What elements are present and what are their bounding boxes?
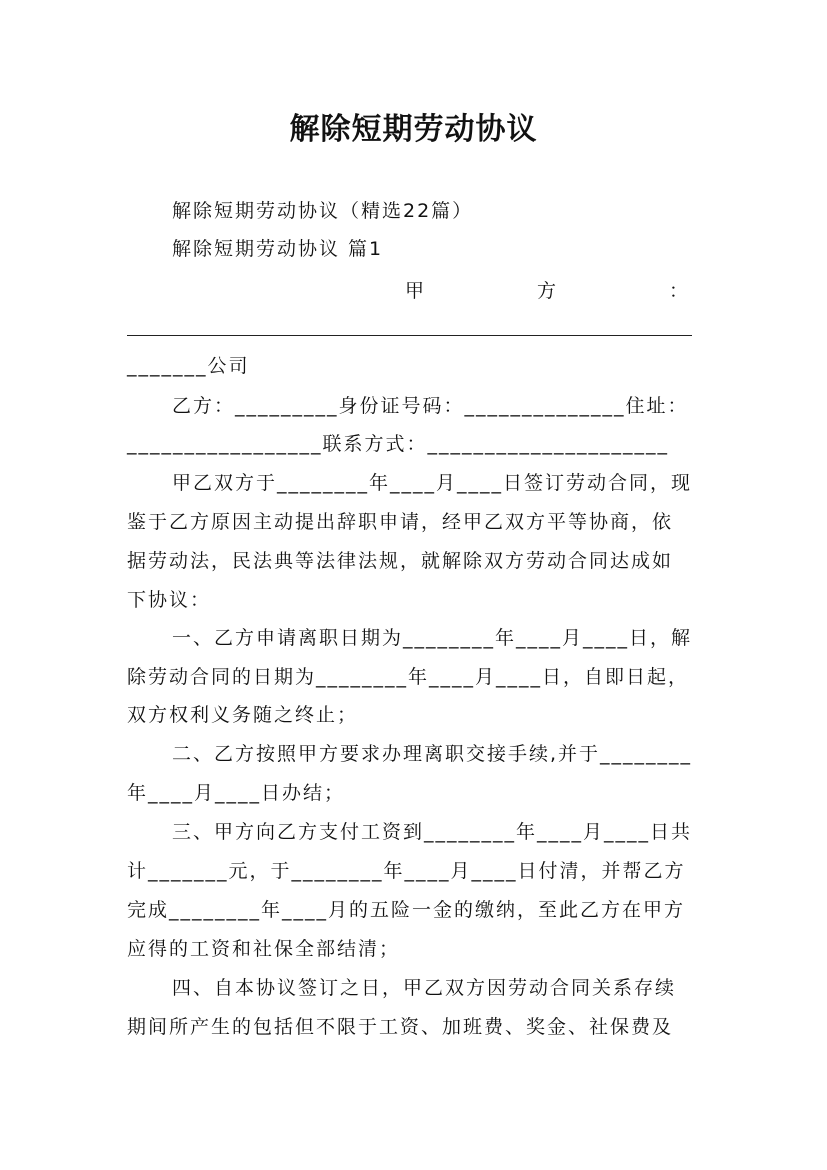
subtitle: 解除短期劳动协议（精选22篇） <box>172 200 474 222</box>
party-a-company: _______公司 <box>127 355 250 377</box>
document-title: 解除短期劳动协议 <box>289 112 538 147</box>
clause-four: 四、自本协议签订之日，甲乙双方因劳动合同关系存续 <box>172 977 677 999</box>
party-a-blank-line <box>127 335 692 336</box>
paragraph-line: 年____月____日办结； <box>127 782 346 804</box>
party-a-label <box>405 278 690 304</box>
section-heading: 解除短期劳动协议 篇1 <box>172 238 384 260</box>
paragraph-line: 计_______元，于________年____月____日付清，并帮乙方 <box>127 860 686 882</box>
clause-one: 一、乙方申请离职日期为________年____月____日，解 <box>172 627 693 649</box>
clause-three: 三、甲方向乙方支付工资到________年____月____日共 <box>172 821 693 843</box>
paragraph-line: 甲乙双方于________年____月____日签订劳动合同，现 <box>172 472 693 494</box>
paragraph-line: 下协议： <box>127 589 212 611</box>
paragraph-line: 鉴于乙方原因主动提出辞职申请，经甲乙双方平等协商，依 <box>127 511 674 533</box>
paragraph-line: 应得的工资和社保全部结清； <box>127 938 401 960</box>
clause-two: 二、乙方按照甲方要求办理离职交接手续,并于________ <box>172 743 693 765</box>
paragraph-line: 双方权利义务随之终止； <box>127 704 359 726</box>
party-b-line: 乙方：_________身份证号码：______________住址： <box>172 395 689 417</box>
party-b-contact: _________________联系方式：_____________________ <box>127 433 670 455</box>
party-a-char-1: 甲 <box>405 280 427 302</box>
paragraph-line: 完成________年____月的五险一金的缴纳，至此乙方在甲方 <box>127 899 686 921</box>
paragraph-line: 期间所产生的包括但不限于工资、加班费、奖金、社保费及 <box>127 1016 674 1038</box>
party-a-colon: ： <box>668 280 690 302</box>
party-a-char-2: 方 <box>536 280 558 302</box>
paragraph-line: 据劳动法，民法典等法律法规，就解除双方劳动合同达成如 <box>127 550 674 572</box>
paragraph-line: 除劳动合同的日期为________年____月____日，自即日起， <box>127 666 690 688</box>
